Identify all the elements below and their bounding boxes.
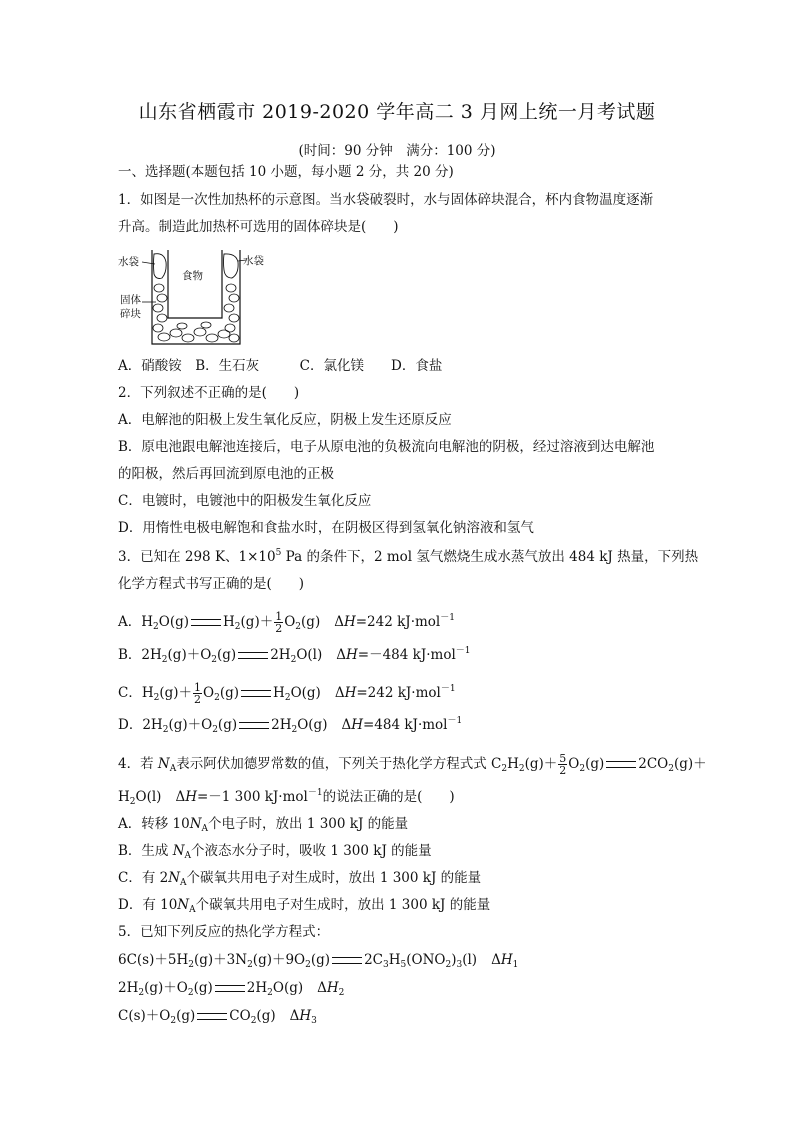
q2-option-b-line1: B．原电池跟电解池连接后，电子从原电池的负极流向电解池的阴极，经过溶液到达电解池 <box>118 439 655 455</box>
q4-stem-line1: 4．若 $N_A$表示阿伏加德罗常数的值，下列关于热化学方程式式 $C_2H_2(g)+$ $\frac{5}{2}$ $O_2(g)$ $2CO_2(g)+$ <box>118 752 707 777</box>
q1-stem-line2: 升高。制造此加热杯可选用的固体碎块是( ) <box>118 219 399 235</box>
q3-stem-line2: 化学方程式书写正确的是( ) <box>118 576 305 592</box>
q5-equation-3: $C(s)+O_2(g)$ $CO_2(g)$ $\Delta H_3$ <box>118 1008 317 1026</box>
label-water-bag-right: 水袋 <box>243 255 264 267</box>
q4-stem-line2: $H_2O(l)$ ΔH=－1 300 kJ·mol$^{-1}$的说法正确的是( ) <box>118 788 455 807</box>
q4-option-d: D．有 $10N_A$个碳氧共用电子对生成时，放出 1 300 kJ 的能量 <box>118 897 491 915</box>
q5-equation-2: $2H_2(g)+O_2(g)$ $2H_2O(g)$ $\Delta H_2$ <box>118 980 345 998</box>
q3-option-c: C．$H_2(g)+$ $\frac{1}{2}$ $O_2(g)$ $H_2O(g)$ ΔH=242 kJ·mol$^{-1}$ <box>118 681 456 706</box>
label-food: 食物 <box>182 270 203 282</box>
q5-equation-1: $6C(s)+5H_2(g)+3N_2(g)+9O_2(g)$ $2C_3H_5(ONO_2)_3(l)$ $\Delta H_1$ <box>118 952 519 970</box>
solid-pieces <box>153 284 239 342</box>
q5-stem: 5．已知下列反应的热化学方程式： <box>118 924 330 940</box>
q2-stem: 2．下列叙述不正确的是( ) <box>118 385 300 401</box>
label-solid: 固体 <box>120 294 141 306</box>
q1-stem-line1: 1．如图是一次性加热杯的示意图。当水袋破裂时，水与固体碎块混合，杯内食物温度逐渐 <box>118 192 654 208</box>
q3-option-b: B．$2H_2(g)+O_2(g)$ $2H_2O(l)$ ΔH=－484 kJ·mol$^{-1}$ <box>118 646 471 665</box>
q4-option-a: A．转移 $10N_A$个电子时，放出 1 300 kJ 的能量 <box>118 816 409 834</box>
q2-option-a: A．电解池的阳极上发生氧化反应，阴极上发生还原反应 <box>118 412 452 428</box>
q3-option-a: A．$H_2O(g)$ $H_2(g)+$ $\frac{1}{2}$ $O_2(g)$ ΔH=242 kJ·mol$^{-1}$ <box>118 610 455 635</box>
q4-option-c: C．有 $2N_A$个碳氧共用电子对生成时，放出 1 300 kJ 的能量 <box>118 870 482 888</box>
q3-option-d: D．$2H_2(g)+O_2(g)$ $2H_2O(g)$ ΔH=484 kJ·mol$^{-1}$ <box>118 716 463 735</box>
heating-cup-diagram <box>118 248 268 348</box>
section-heading: 一、选择题(本题包括 10 小题，每小题 2 分，共 20 分) <box>118 164 454 180</box>
q1-options: A．硝酸铵 B．生石灰 C．氯化镁 D．食盐 <box>118 358 443 374</box>
label-water-bag-left: 水袋 <box>118 256 139 268</box>
cup-inner-wall <box>168 250 222 318</box>
label-pieces: 碎块 <box>120 308 141 320</box>
page-title: 山东省栖霞市 2019-2020 学年高二 3 月网上统一月考试题 <box>138 101 656 123</box>
q3-stem-line1: 3．已知在 298 K、$1\times 10^5$ Pa 的条件下，2 mol 氢气燃烧生成水蒸气放出 484 kJ 热量，下列热 <box>118 548 699 565</box>
q2-option-d: D．用惰性电极电解饱和食盐水时，在阴极区得到氢氧化钠溶液和氢气 <box>118 520 534 536</box>
q2-option-c: C．电镀时，电镀池中的阳极发生氧化反应 <box>118 493 372 509</box>
q4-option-b: B．生成 $N_A$个液态水分子时，吸收 1 300 kJ 的能量 <box>118 843 432 861</box>
water-bag-right <box>224 254 239 278</box>
cup-outer-wall <box>152 250 240 344</box>
exam-time-score: (时间：90 分钟 满分：100 分) <box>298 143 496 159</box>
q2-option-b-line2: 的阳极，然后再回流到原电池的正极 <box>118 466 334 482</box>
water-bag-left <box>154 254 167 279</box>
